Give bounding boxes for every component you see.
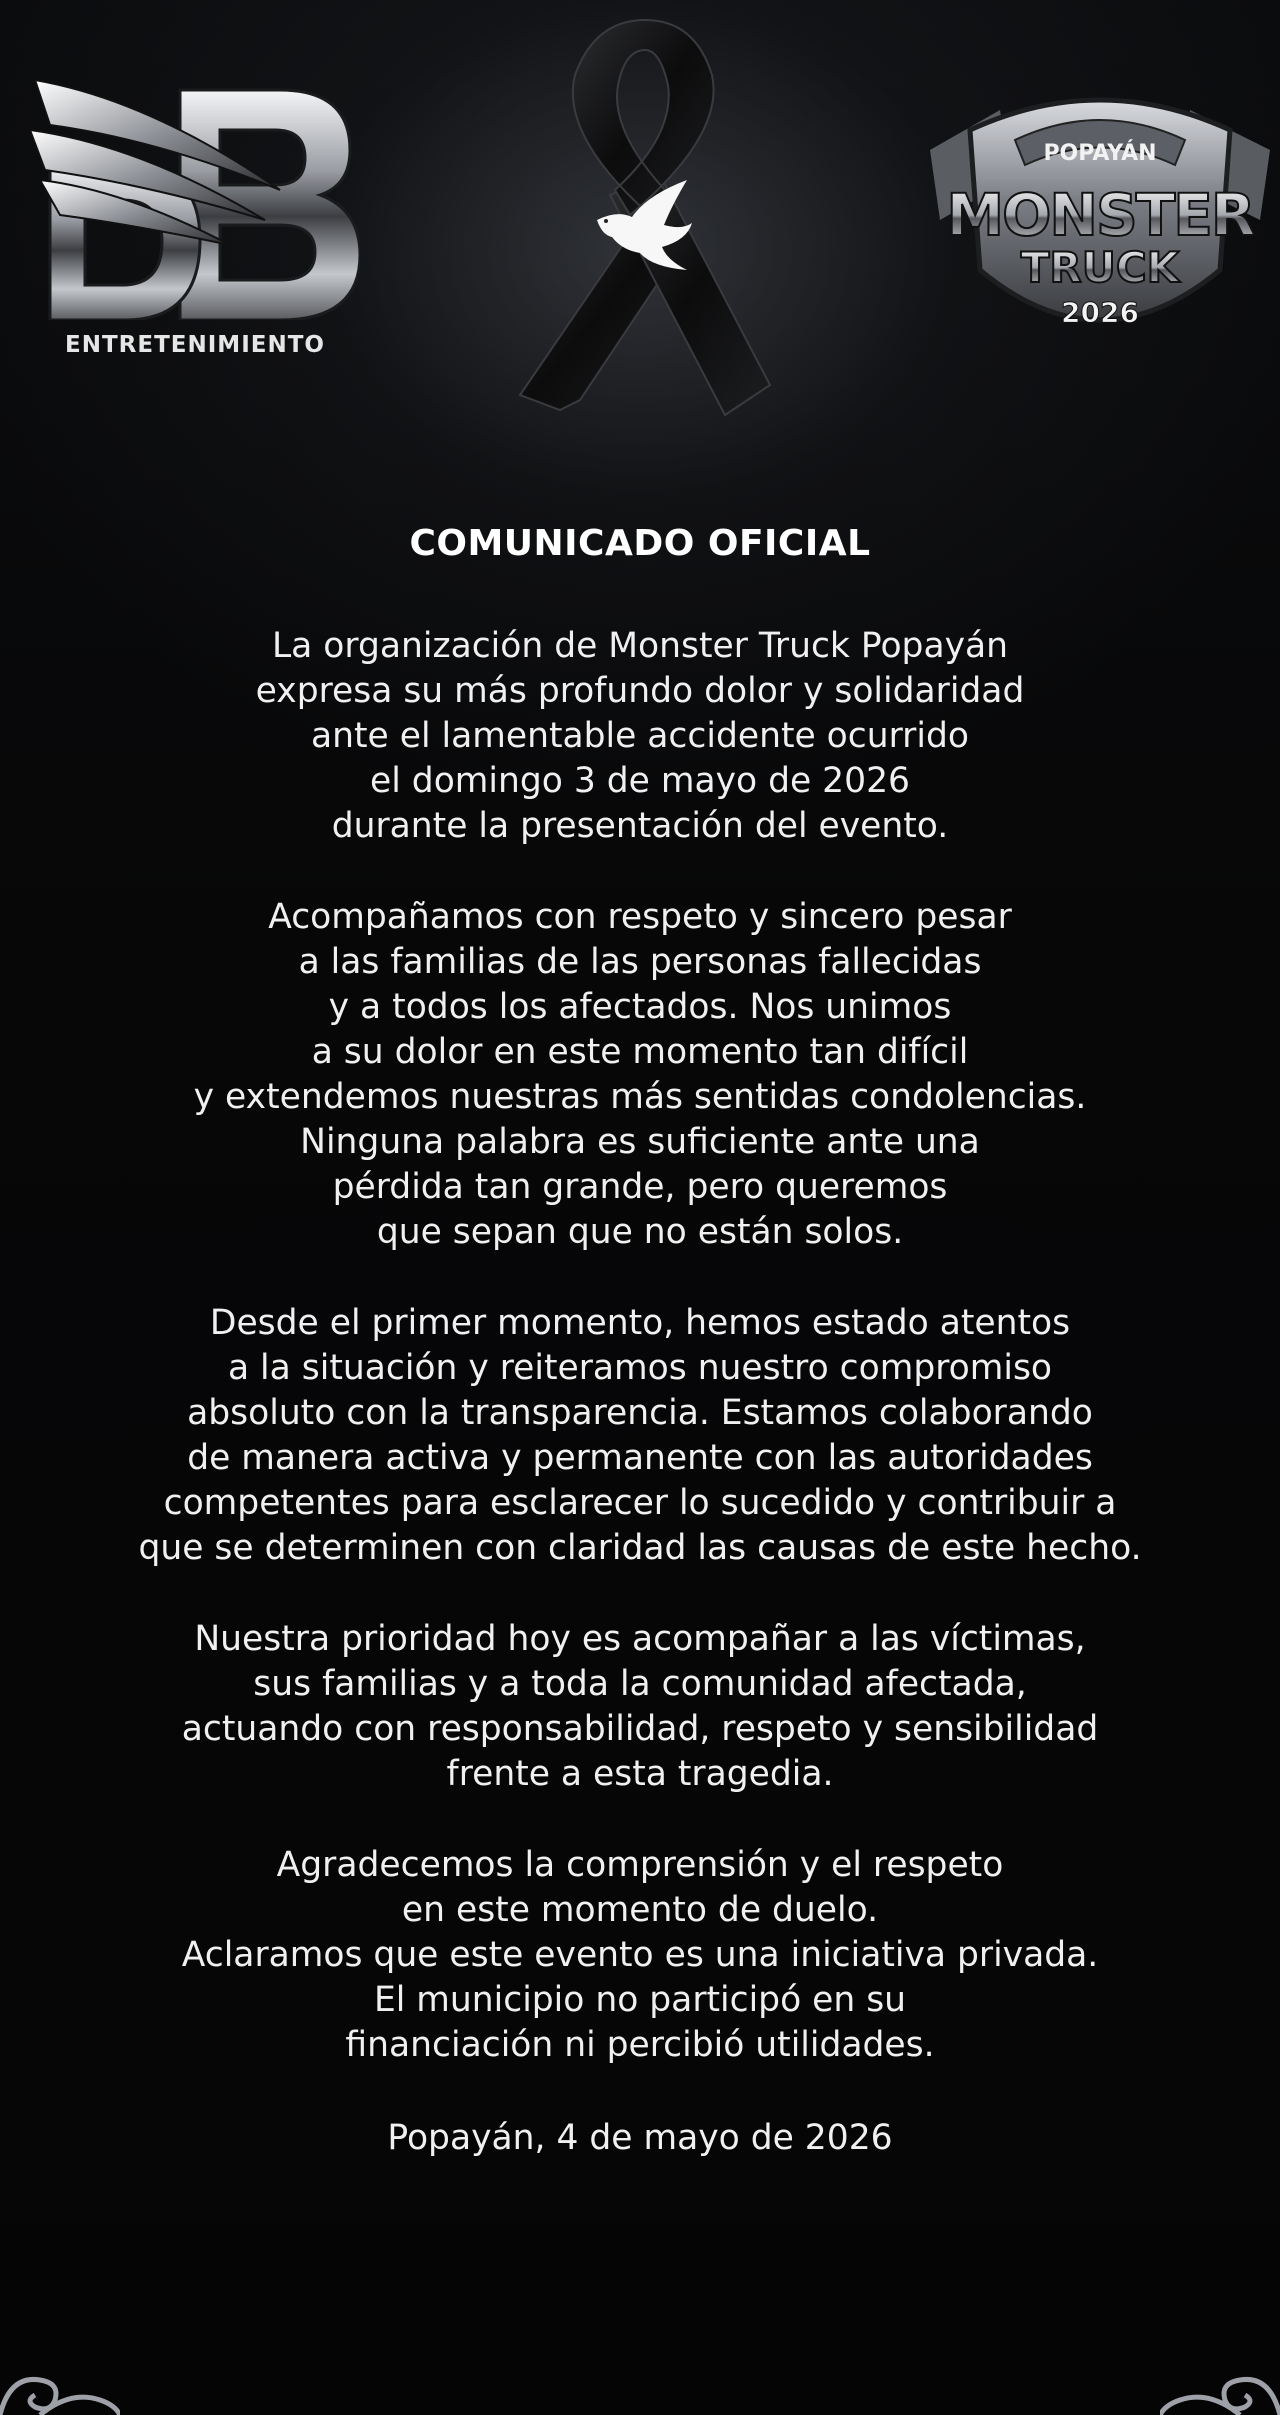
statement-title: COMUNICADO OFICIAL xyxy=(409,523,871,564)
statement-paragraph-2: Acompañamos con respeto y sincero pesar a las familias de las personas fallecidas y a todos los afectados. Nos unimos a su dolor en este momento tan difícil y extendemos nuestras más sentidas condolencias. Ninguna palabra es suficiente ante una pérdida tan grande, pero queremos que sepan que no están solos. xyxy=(193,897,1087,1252)
statement-paragraph-3: Desde el primer momento, hemos estado atentos a la situación y reiteramos nuestro compromiso absoluto con la transparencia. Estamos colaborando de manera activa y permanente con las autoridades competentes para esclarecer lo sucedido y contribuir a que se determinen con claridad las causas de este hecho. xyxy=(138,1303,1142,1568)
logo-year-text: 2026 xyxy=(1061,296,1139,329)
logo-truck-text: TRUCK xyxy=(1020,243,1180,292)
db-logo-subtitle: ENTRETENIMIENTO xyxy=(65,332,325,358)
logo-city-text: POPAYÁN xyxy=(1043,141,1157,166)
statement-paragraph-5: Agradecemos la comprensión y el respeto en este momento de duelo. Aclaramos que este evento es una iniciativa privada. El municipio no participó en su financiación ni percibió utilidades. xyxy=(181,1845,1099,2065)
statement-paragraph-4: Nuestra prioridad hoy es acompañar a las víctimas, sus familias y a toda la comunidad afectada, actuando con responsabilidad, respeto y sensibilidad frente a esta tragedia. xyxy=(181,1619,1099,1794)
statement-signoff: Popayán, 4 de mayo de 2026 xyxy=(387,2118,893,2158)
official-statement xyxy=(40,500,1240,2161)
corner-ornament-left xyxy=(0,2345,120,2415)
statement-paragraph-1: La organización de Monster Truck Popayán expresa su más profundo dolor y solidaridad ante el lamentable accidente ocurrido el domingo 3 de mayo de 2026 durante la presentación del evento. xyxy=(255,626,1025,846)
header xyxy=(0,0,1280,500)
monster-truck-badge xyxy=(920,70,1280,380)
db-logo-mark xyxy=(30,70,360,320)
logo-monster-text: MONSTER xyxy=(946,181,1254,249)
corner-ornament-right xyxy=(1160,2345,1280,2415)
monster-truck-popayan-logo xyxy=(920,70,1280,380)
db-entretenimiento-logo xyxy=(30,70,360,370)
white-dove-icon xyxy=(592,175,702,275)
mourning-ribbon xyxy=(500,15,780,465)
